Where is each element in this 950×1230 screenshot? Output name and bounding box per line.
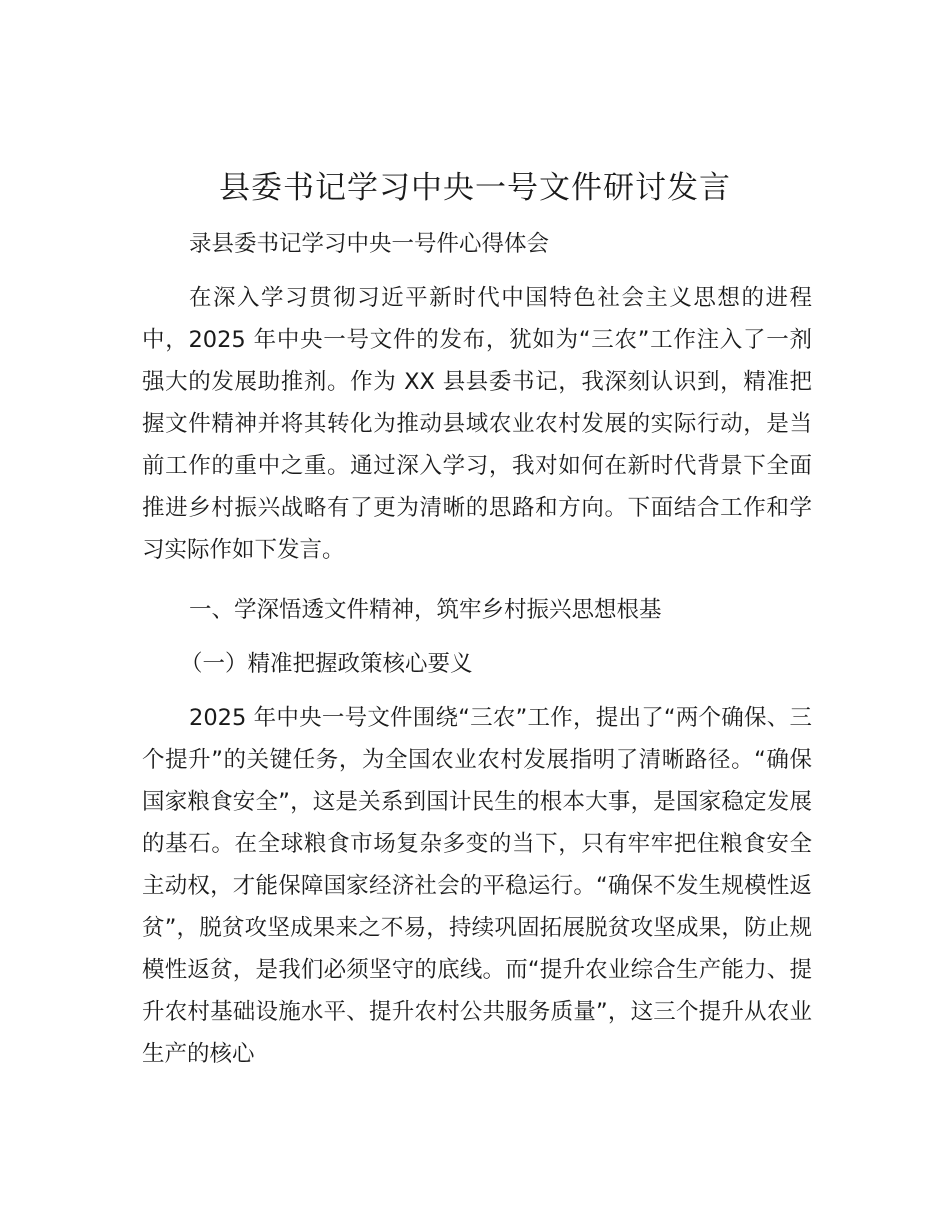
section-heading-1: 一、学深悟透文件精神，筑牢乡村振兴思想根基 <box>189 597 662 623</box>
body-paragraph-policy: 2025 年中央一号文件围绕“三农”工作，提出了“两个确保、三个提升”的关键任务，为全国农业农村发展指明了清晰路径。“确保国家粮食安全”，这是关系到国计民生的根本大事，是国家稳定发展的基石。在全球粮食市场复杂多变的当下，只有牢牢把住粮食安全主动权，才能保障国家经济社会的平稳运行。“确保不发生规模性返贫”，脱贫攻坚成果来之不易，持续巩固拓展脱贫攻坚成果，防止规模性返贫，是我们必须坚守的底线。而“提升农业综合生产能力、提升农村基础设施水平、提升农村公共服务质量”，这三个提升从农业生产的核心 <box>142 705 812 1067</box>
body-paragraph-intro: 在深入学习贯彻习近平新时代中国特色社会主义思想的进程中，2025 年中央一号文件的发布，犹如为“三农”工作注入了一剂强大的发展助推剂。作为 XX 县县委书记，我深刻认识到，精准把握文件精神并将其转化为推动县域农业农村发展的实际行动，是当前工作的重中之重。通过深入学习，我对如何在新时代背景下全面推进乡村振兴战略有了更为清晰的思路和方向。下面结合工作和学习实际作如下发言。 <box>142 285 812 563</box>
document-title: 县委书记学习中央一号文件研讨发言 <box>219 170 731 206</box>
document-subtitle: 录县委书记学习中央一号件心得体会 <box>189 231 550 257</box>
subsection-heading-1-1: （一）精准把握政策核心要义 <box>180 651 473 677</box>
